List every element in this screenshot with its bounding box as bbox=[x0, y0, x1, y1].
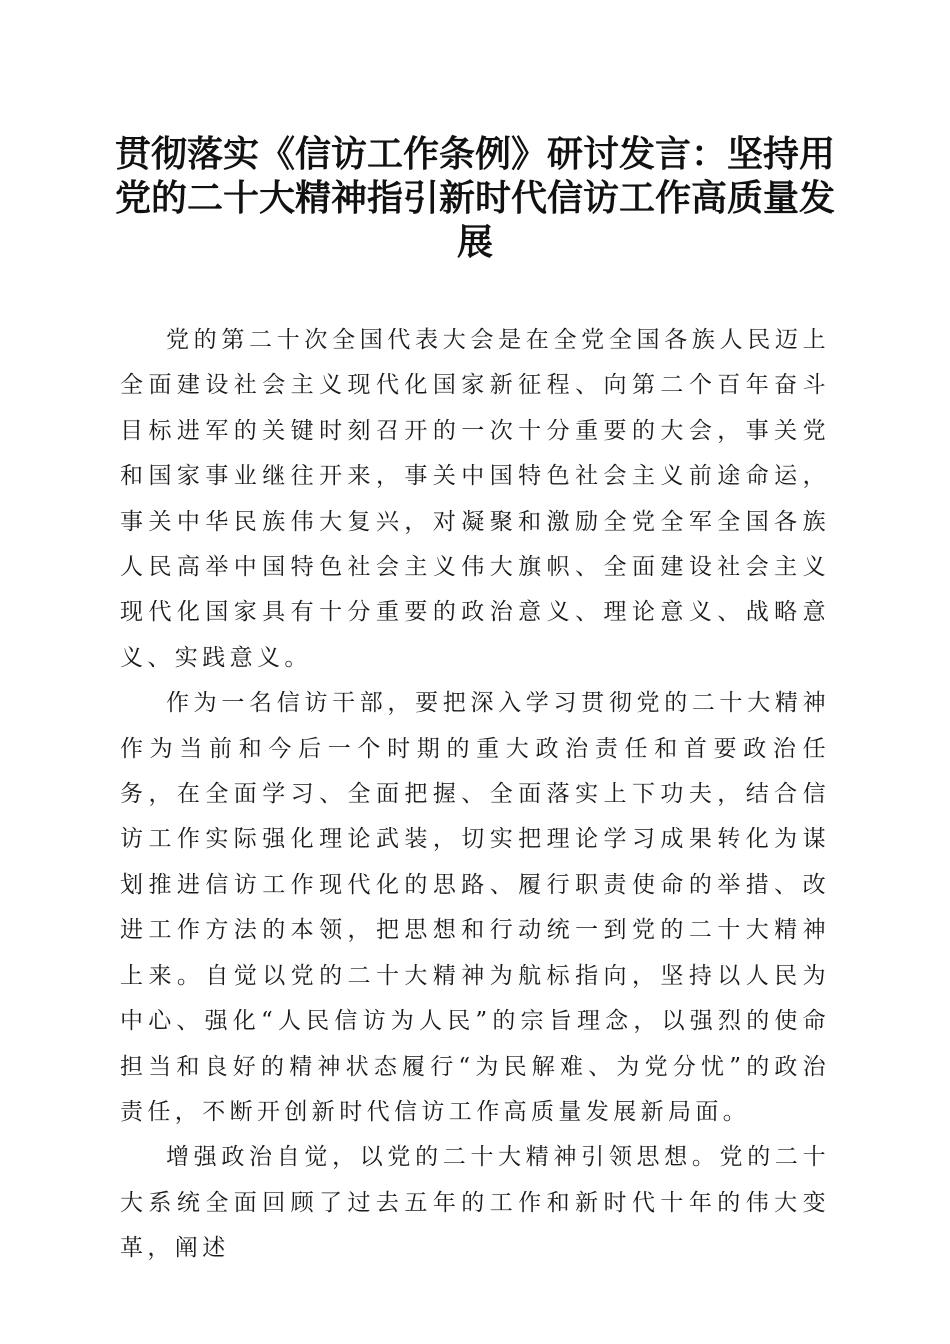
document-title: 贯彻落实《信访工作条例》研讨发言：坚持用党的二十大精神指引新时代信访工作高质量发展 bbox=[114, 133, 835, 263]
document-body bbox=[120, 318, 830, 1272]
paragraph-2: 作为一名信访干部，要把深入学习贯彻党的二十大精神作为当前和今后一个时期的重大政治责任和首要政治任务，在全面学习、全面把握、全面落实上下功夫，结合信访工作实际强化理论武装，切实把理论学习成果转化为谋划推进信访工作现代化的思路、履行职责使命的举措、改进工作方法的本领，把思想和行动统一到党的二十大精神上来。自觉以党的二十大精神为航标指向，坚持以人民为中心、强化“人民信访为人民”的宗旨理念，以强烈的使命担当和良好的精神状态履行“为民解难、为党分忧”的政治责任，不断开创新时代信访工作高质量发展新局面。 bbox=[120, 690, 830, 1125]
paragraph-1: 党的第二十次全国代表大会是在全党全国各族人民迈上全面建设社会主义现代化国家新征程、向第二个百年奋斗目标进军的关键时刻召开的一次十分重要的大会，事关党和国家事业继往开来，事关中国特色社会主义前途命运，事关中华民族伟大复兴，对凝聚和激励全党全军全国各族人民高举中国特色社会主义伟大旗帜、全面建设社会主义现代化国家具有十分重要的政治意义、理论意义、战略意义、实践意义。 bbox=[120, 327, 830, 671]
paragraph-3: 增强政治自觉，以党的二十大精神引领思想。党的二十大系统全面回顾了过去五年的工作和新时代十年的伟大变革，阐述 bbox=[120, 1144, 830, 1262]
